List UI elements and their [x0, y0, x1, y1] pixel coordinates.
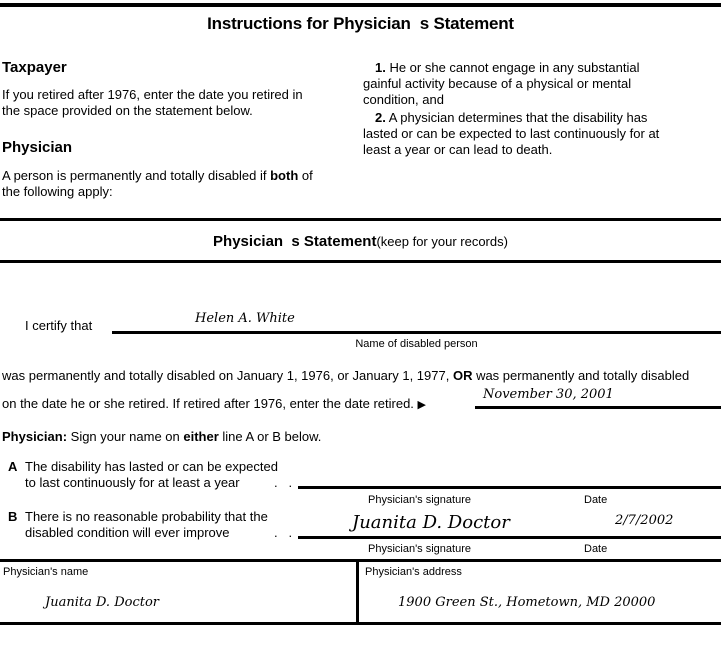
taxpayer-heading: Taxpayer [2, 59, 67, 76]
sign-instruction-post: line A or B below. [218, 429, 322, 444]
disabled-paragraph-line1 [2, 368, 689, 383]
statement-top-rule [0, 218, 721, 221]
sign-instruction [2, 429, 321, 444]
condition-2-line2: lasted or can be expected to last continuously for at [363, 126, 660, 141]
physician-name-value[interactable]: Juanita D. Doctor [45, 595, 159, 610]
line-b-date-label: Date [584, 543, 608, 555]
line-b-date-value[interactable]: 2/7/2002 [615, 513, 674, 528]
physician-text-post: of [298, 168, 313, 183]
statement-heading-bold: Physician s Statement [213, 233, 377, 250]
condition-1-number: 1. [375, 60, 386, 75]
disabled-paragraph-line2 [2, 396, 426, 411]
line-b-text-line1: There is no reasonable probability that the [25, 509, 268, 524]
line-a-dot-leader: . . [274, 475, 293, 490]
disabled-person-name-caption: Name of disabled person [355, 338, 478, 350]
condition-1-text: He or she cannot engage in any substantial [385, 60, 640, 75]
disabled-person-name-value[interactable]: Helen A. White [195, 311, 295, 326]
physician-text-line1 [2, 168, 313, 183]
physician-name-label: Physician's name [3, 566, 89, 578]
physician-address-value[interactable]: 1900 Green St., Hometown, MD 20000 [398, 595, 656, 610]
top-rule [0, 3, 721, 7]
condition-1-line1 [375, 60, 640, 75]
date-retired-value[interactable]: November 30, 2001 [483, 387, 614, 402]
line-b-signature-value[interactable]: Juanita D. Doctor [352, 512, 510, 533]
condition-2-line1 [375, 110, 647, 125]
footer-table-bottom-border [0, 622, 721, 625]
physician-text-bold: both [270, 168, 299, 183]
condition-2-text: A physician determines that the disability has [385, 110, 648, 125]
line-a-letter: A [8, 459, 18, 474]
physician-text-line2: the following apply: [2, 184, 113, 199]
condition-2-number: 2. [375, 110, 386, 125]
line-a-text-line1: The disability has lasted or can be expected [25, 459, 278, 474]
certify-label: I certify that [25, 318, 93, 333]
page-title: Instructions for Physician s Statement [207, 14, 514, 33]
date-retired-line[interactable] [475, 406, 721, 409]
line-a-date-label: Date [584, 494, 608, 506]
line-b-dot-leader: . . [274, 525, 293, 540]
physician-heading: Physician [2, 139, 73, 156]
sign-instruction-physician: Physician: [2, 429, 68, 444]
sign-instruction-either: either [183, 429, 219, 444]
physician-address-label: Physician's address [365, 566, 462, 578]
condition-2-line3: least a year or can lead to death. [363, 142, 553, 157]
disabled-paragraph-line2-text: on the date he or she retired. If retired after 1976, enter the date retired. [2, 396, 418, 411]
line-a-signature-line[interactable] [298, 486, 721, 489]
condition-1-line3: condition, and [363, 92, 444, 107]
line-b-text-line2: disabled condition will ever improve [25, 525, 230, 540]
line-a-text-line2: to last continuously for at least a year [25, 475, 240, 490]
line-b-signature-line[interactable] [298, 536, 721, 539]
sign-instruction-mid: Sign your name on [67, 429, 184, 444]
footer-table-divider [356, 559, 359, 625]
statement-bottom-rule [0, 260, 721, 263]
line-b-signature-label: Physician's signature [368, 543, 471, 555]
taxpayer-text-line2: the space provided on the statement below. [2, 103, 253, 118]
disabled-person-name-line[interactable] [112, 331, 721, 334]
statement-heading-note: (keep for your records) [376, 234, 508, 249]
footer-table-top-border [0, 559, 721, 562]
line-b-letter: B [8, 509, 18, 524]
arrow-right-icon: ▶ [417, 399, 426, 411]
taxpayer-text-line1: If you retired after 1976, enter the date you retired in [2, 87, 303, 102]
disabled-paragraph-or: OR [452, 368, 473, 383]
line-a-signature-label: Physician's signature [368, 494, 471, 506]
condition-1-line2: gainful activity because of a physical or mental [363, 76, 632, 91]
physician-text-pre: A person is permanently and totally disabled if [2, 168, 271, 183]
statement-heading [0, 233, 721, 250]
disabled-paragraph-pre: was permanently and totally disabled on January 1, 1976, or January 1, 1977, [2, 368, 453, 383]
disabled-paragraph-post: was permanently and totally disabled [472, 368, 690, 383]
